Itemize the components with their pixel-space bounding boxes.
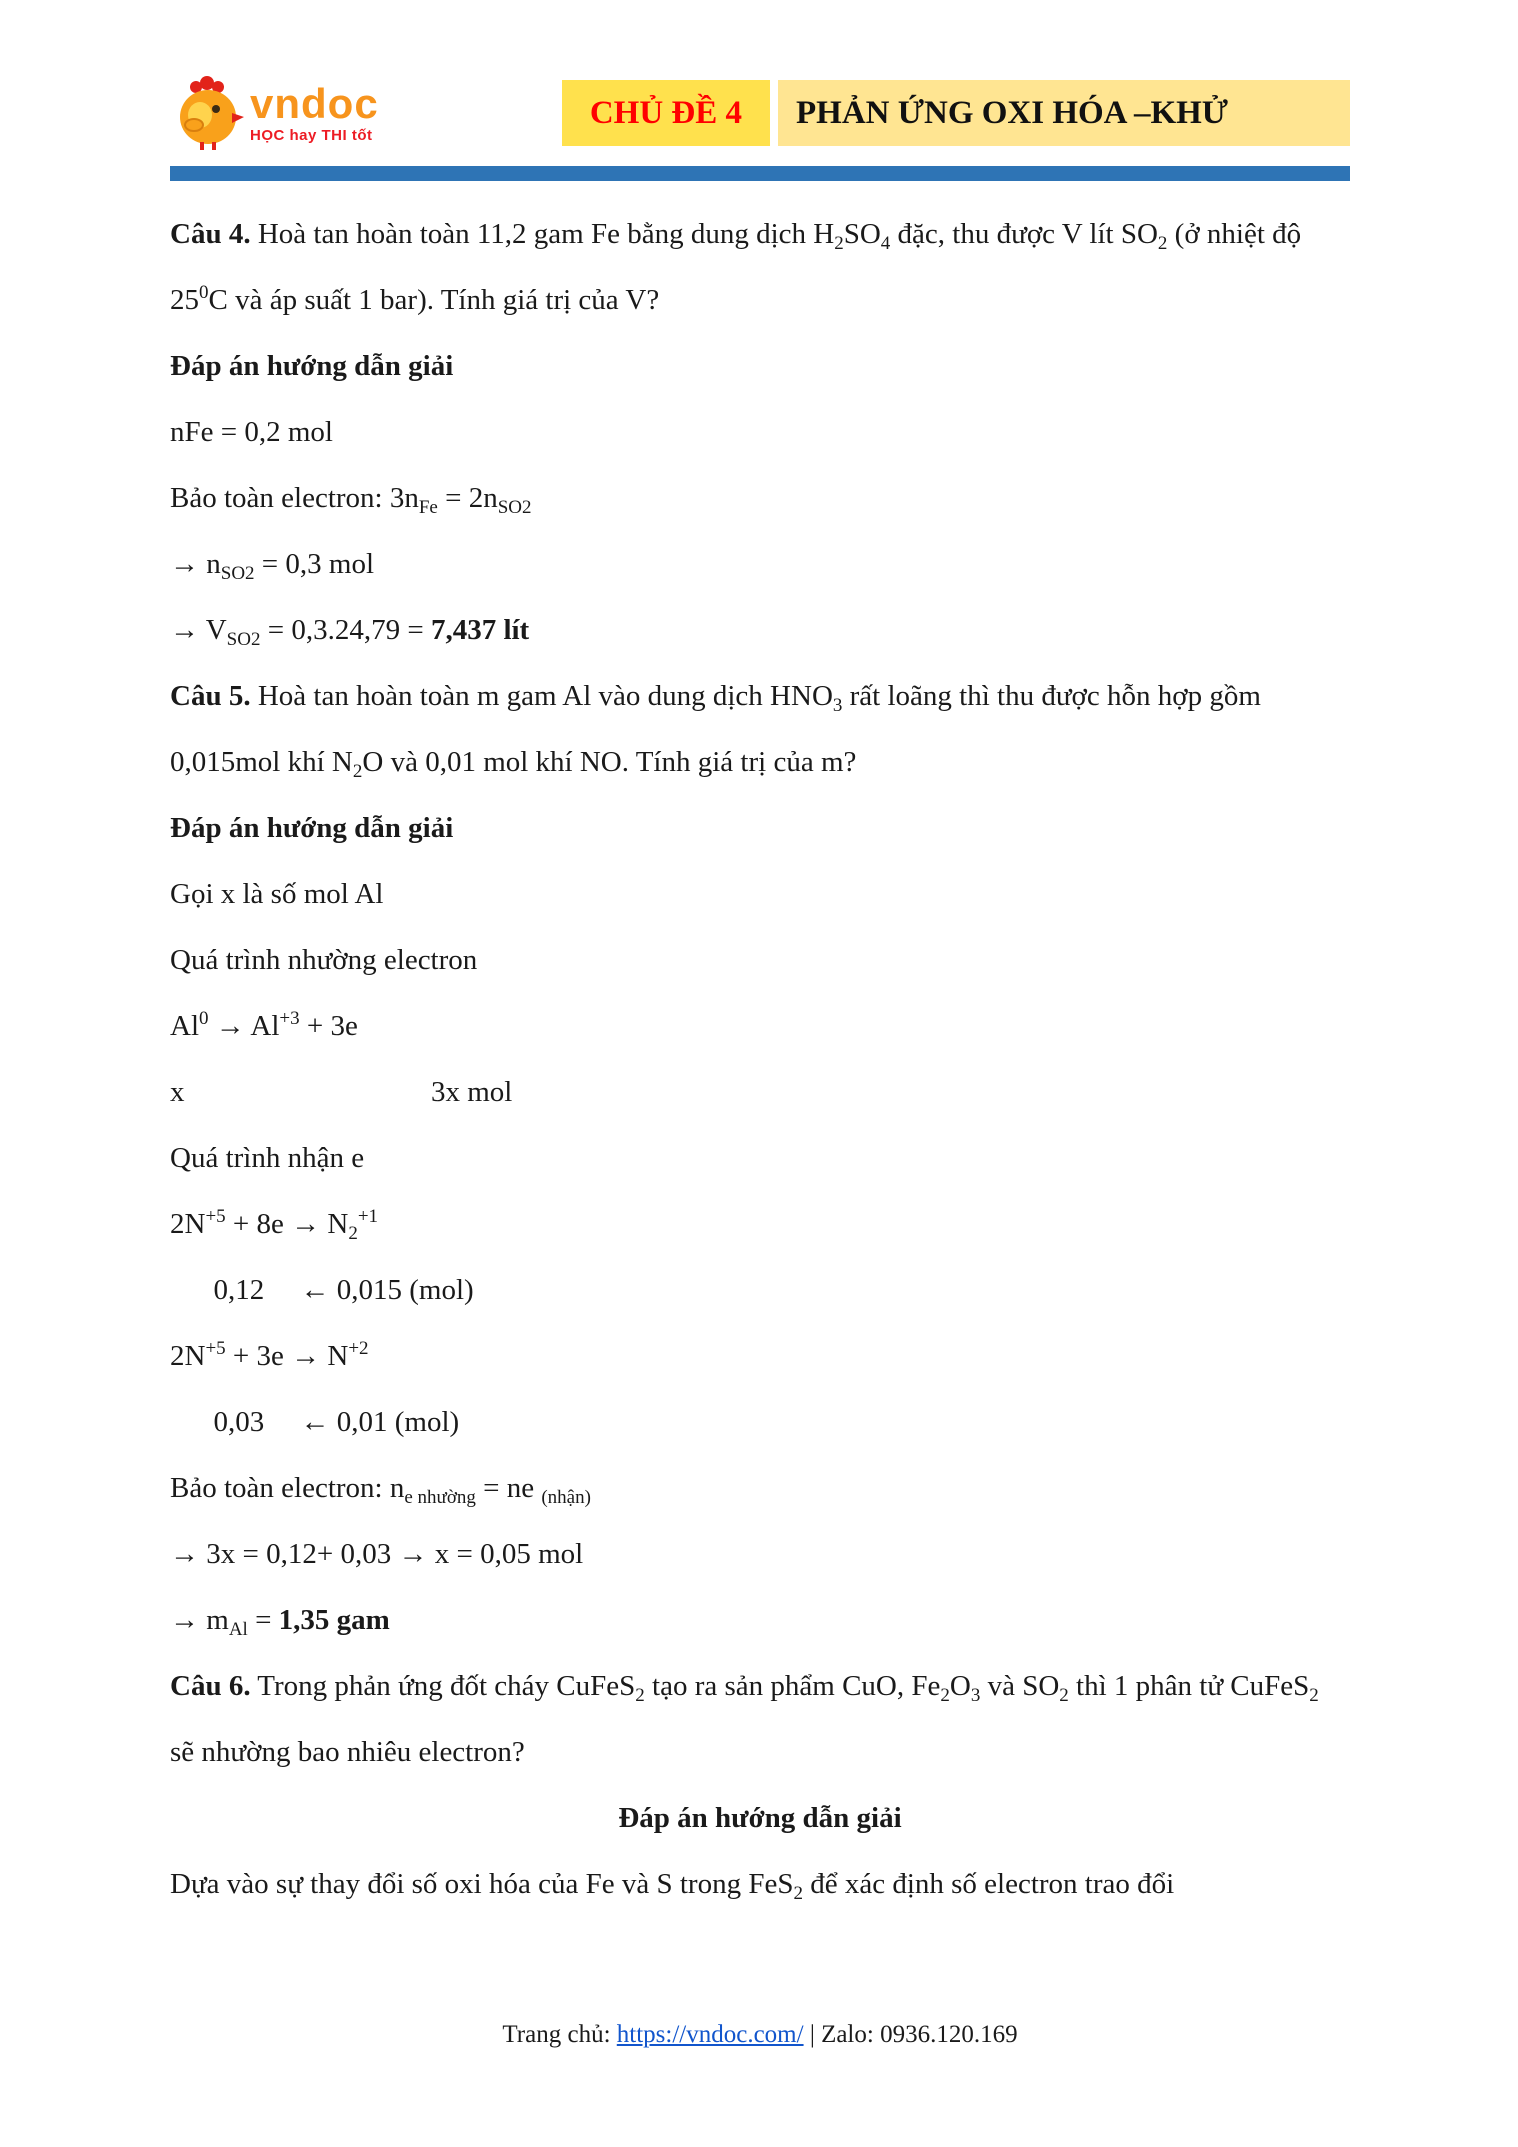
solution-line: Bảo toàn electron: $n_{e nhường}$ = ne $_{(nhận)}$ (170, 1472, 591, 1508)
footer-home-label: Trang chủ: (502, 2021, 617, 2048)
answer-heading-q6: Đáp án hướng dẫn giải (618, 1802, 902, 1834)
answer-heading-q5: Đáp án hướng dẫn giải (170, 812, 454, 844)
solution-line: → $n_{SO2} = 0,3$ mol (170, 548, 375, 584)
footer (170, 2021, 1350, 2147)
brand-name: vndoc (250, 80, 379, 127)
solution-line: → $V_{SO2} = 0,3.24,79 = 7,437$ lít (170, 614, 530, 650)
chick-icon (170, 71, 244, 156)
solution-line: Quá trình nhận e (170, 1142, 365, 1174)
footer-zalo-text: | Zalo: 0936.120.169 (803, 2021, 1018, 2048)
question-4: Câu 4. Hoà tan hoàn toàn 11,2 gam Fe bằng dung dịch $H_2SO_4$ đặc, thu được V lít $SO_2$ (ở nhiệt độ $25^0C$ và áp suất 1 bar). Tính giá trị của V? (170, 218, 1309, 316)
solution-line: $Al^0 \to Al^{+3} + 3e$ (170, 1008, 358, 1042)
solution-line: → $m_{Al} = 1,35$ gam (170, 1604, 390, 1640)
page-title: PHẢN ỨNG OXI HÓA –KHỬ (778, 80, 1350, 146)
header (170, 68, 1350, 158)
question-5: Câu 5. Hoà tan hoàn toàn m gam Al vào dung dịch $HNO_3$ rất loãng thì thu được hỗn hợp gồm 0,015mol khí $N_2O$ và 0,01 mol khí NO. Tính giá trị của m? (170, 680, 1269, 782)
solution-line: 0,03 ← 0,01 (mol) (170, 1406, 460, 1438)
solution-line: $2N^{+5} + 8e \to N_2^{+1}$ (170, 1206, 379, 1244)
vndoc-logo (170, 71, 432, 156)
document-body (170, 201, 1350, 1917)
solution-line: Quá trình nhường electron (170, 944, 478, 976)
solution-line: Dựa vào sự thay đổi số oxi hóa của Fe và S trong FeS$_2$ để xác định số electron trao đổi (170, 1868, 1175, 1904)
logo-text (250, 80, 379, 144)
solution-line: 0,12 ← 0,015 (mol) (170, 1274, 474, 1306)
header-divider (170, 166, 1350, 181)
topic-badge: CHỦ ĐỀ 4 (562, 80, 770, 146)
solution-line: x 3x mol (170, 1076, 513, 1108)
answer-heading-q4: Đáp án hướng dẫn giải (170, 350, 454, 382)
question-6: Câu 6. Trong phản ứng đốt cháy CuFeS$_2$ tạo ra sản phẩm CuO, $Fe_2O_3$ và $SO_2$ thì 1 phân tử CuFeS$_2$ sẽ nhường bao nhiêu electron? (170, 1670, 1327, 1768)
solution-line: Bảo toàn electron: $3n_{Fe} = 2n_{SO2}$ (170, 482, 532, 518)
brand-tagline: HỌC hay THI tốt (250, 127, 373, 144)
solution-line: $2N^{+5} + 3e \to N^{+2}$ (170, 1338, 369, 1372)
solution-line: nFe = 0,2 mol (170, 416, 333, 448)
home-link[interactable]: https://vndoc.com/ (616, 2021, 804, 2048)
solution-line: → 3x = 0,12+ 0,03 → x = 0,05 mol (170, 1538, 584, 1570)
solution-line: Gọi x là số mol Al (170, 878, 384, 910)
